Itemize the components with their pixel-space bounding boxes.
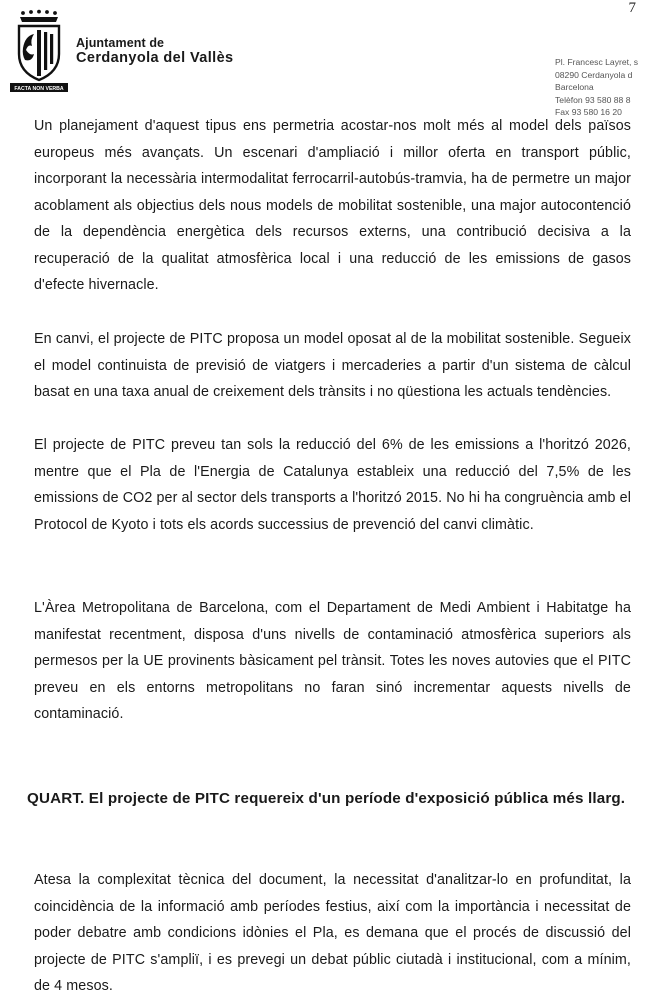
org-name-line2: Cerdanyola del Vallès	[76, 50, 234, 66]
paragraph-metropolitan-area: L'Àrea Metropolitana de Barcelona, com el Departament de Medi Ambient i Habitatge ha manifestat recentment, disposa d'uns nivells de contaminació atmosfèrica superiors als permesos per la UE provinents bàsicament pel trànsit. Totes les noves autovies que el PITC preveu en els entorns metropolitans no faran sinó incrementar aquests nivells de contaminació.	[34, 600, 631, 722]
paragraph-emissions: El projecte de PITC preveu tan sols la reducció del 6% de les emissions a l'horitzó 2026, mentre que el Pla de l'Energia de Catalunya estableix una reducció del 7,5% de les emissions de CO2 per al sector dels transports a l'horitzó 2015. No hi ha congruència amb el Protocol de Kyoto i tots els acords successius de prevenció del canvi climàtic.	[34, 437, 631, 533]
org-name-line1: Ajuntament de	[76, 36, 165, 50]
paragraph-public-exposure: Atesa la complexitat tècnica del document, la necessitat d'analitzar-lo en profunditat, la coincidència de la informació amb períodes festius, així com la importància i necessitat de poder debatre amb condicions idònies el Pla, es demana que el procés de discussió del projecte de PITC s'ampliï, i es prevegi un debat públic ciutadà i institucional, com a mínim, de 4 mesos.	[34, 872, 631, 994]
address-line: Telèfon 93 580 88 8	[555, 94, 631, 105]
address-line: 08290 Cerdanyola d	[555, 69, 633, 80]
contact-address	[555, 56, 648, 119]
address-line: Pl. Francesc Layret, s	[555, 57, 639, 67]
page-number: 7	[628, 0, 636, 16]
address-line: Fax 93 580 16 20	[555, 107, 622, 118]
paragraph-pitc-model: En canvi, el projecte de PITC proposa un model oposat al de la mobilitat sostenible. Segueix el model continuista de previsió de viatgers i mercaderies a partir d'un sistema de càlcul basat en una taxa anual de creixement dels trànsits i no qüestiona les actuals tendències.	[34, 331, 631, 400]
address-line: Barcelona	[555, 82, 594, 93]
section-heading: QUART. El projecte de PITC requereix d'un període d'exposició pública més llarg.	[27, 790, 626, 807]
municipal-coat-of-arms-logo	[10, 8, 68, 92]
organization-name	[76, 36, 234, 66]
paragraph-sustainable-planning: Un planejament d'aquest tipus ens permetria acostar-nos molt més al model dels països europeus més avançats. Un escenari d'ampliació i millor oferta en transport públic, incorporant la necessària intermodalitat ferrocarril-autobús-tramvia, ha de permetre un major acoblament als objectius dels nous models de mobilitat sostenible, una major autocontenció de la dependència energètica dels recursos externs, una contribució decisiva a la recuperació de la qualitat atmosfèrica local i una reducció de les emissions de gasos d'efecte hivernacle.	[34, 118, 631, 293]
logo-motto: FACTA NON VERBA	[14, 86, 64, 92]
